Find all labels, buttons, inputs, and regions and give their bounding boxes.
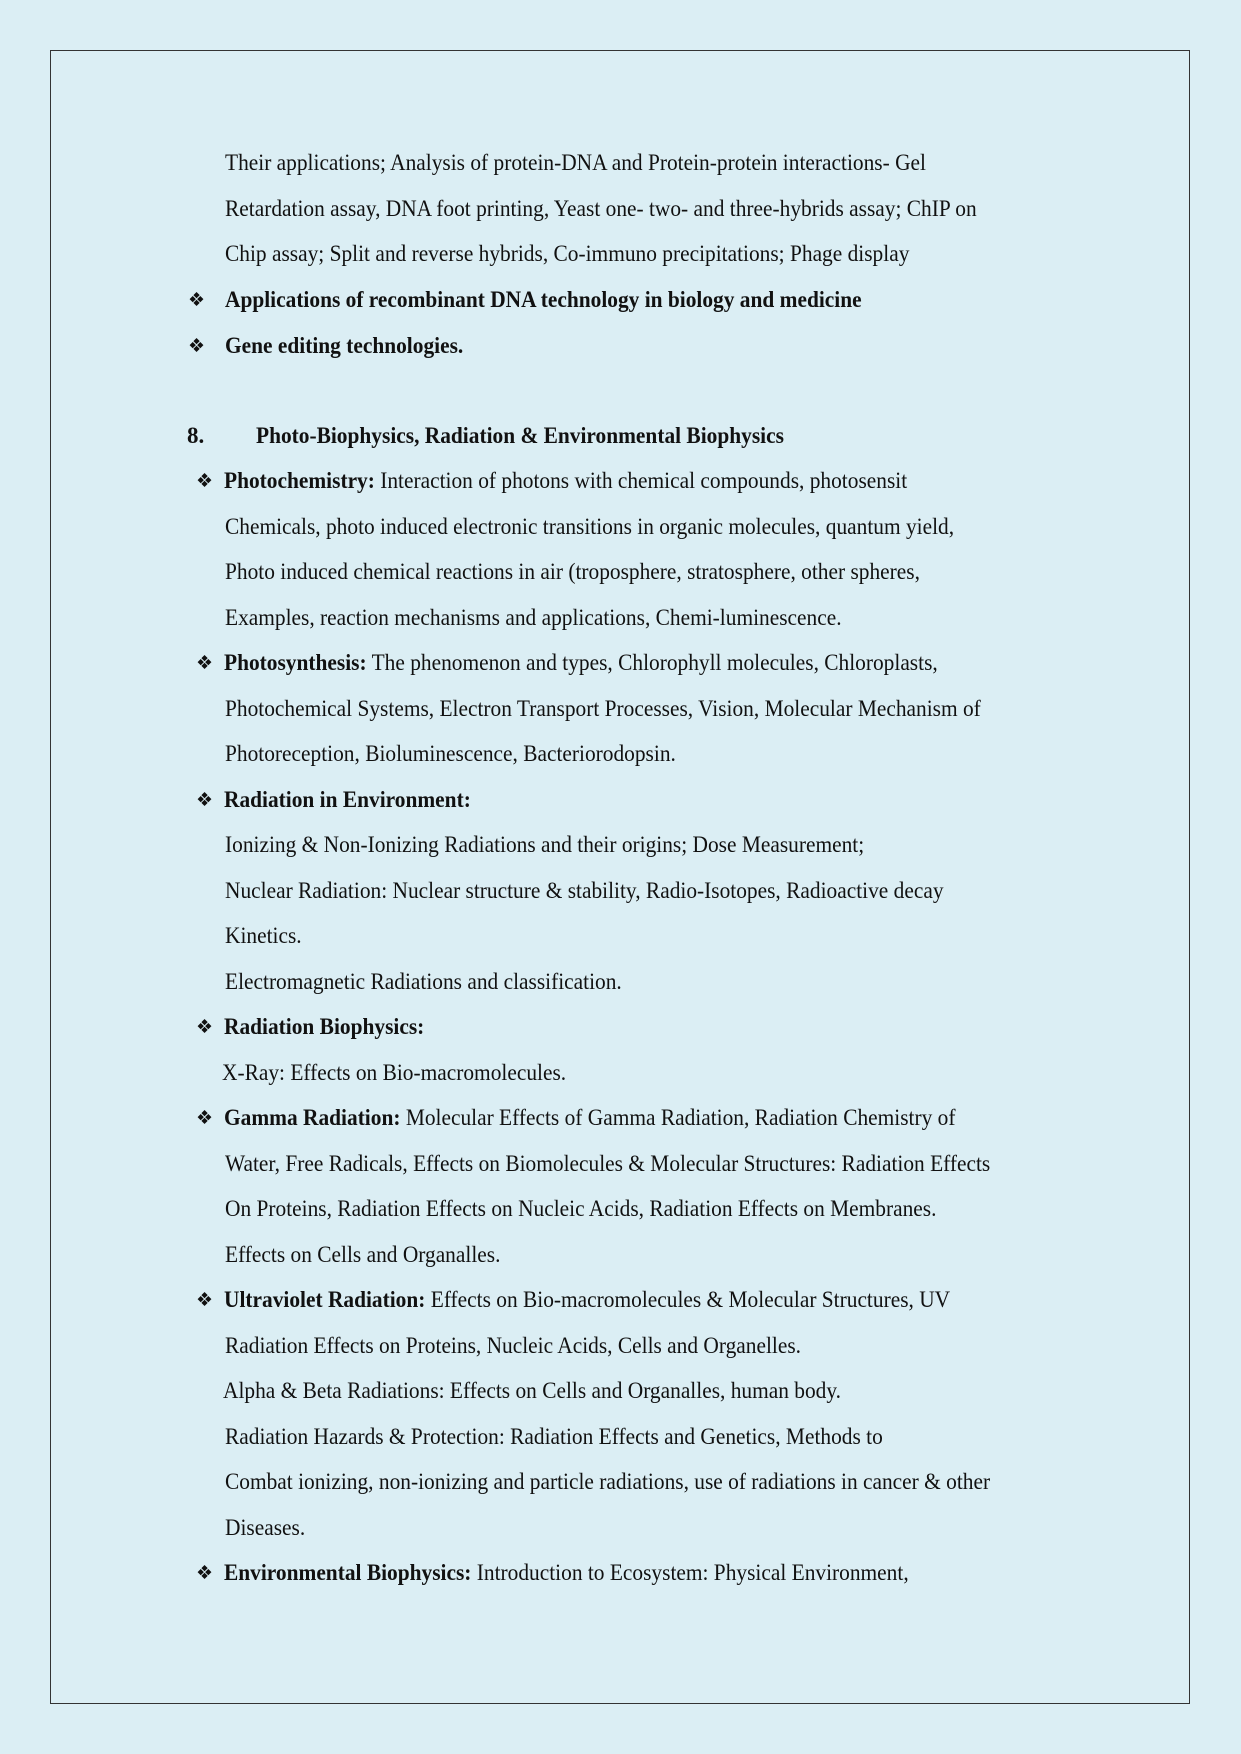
- photosynthesis-label: Photosynthesis:: [224, 650, 367, 675]
- bullet-icon: ❖: [196, 653, 214, 674]
- gamma-item: [224, 1103, 955, 1133]
- photochemistry-item: [224, 466, 907, 496]
- photosynthesis-line: Photochemical Systems, Electron Transport Processes, Vision, Molecular Mechanism of: [225, 696, 981, 721]
- env-bio-text: Introduction to Ecosystem: Physical Environment,: [476, 1560, 909, 1585]
- photosynthesis-text: The phenomenon and types, Chlorophyll molecules, Chloroplasts,: [371, 650, 938, 675]
- uv-line: Radiation Effects on Proteins, Nucleic Acids, Cells and Organelles.: [225, 1333, 802, 1358]
- uv-line: Radiation Hazards & Protection: Radiation Effects and Genetics, Methods to: [225, 1424, 883, 1449]
- uv-label: Ultraviolet Radiation:: [224, 1287, 426, 1312]
- gamma-label: Gamma Radiation:: [224, 1105, 401, 1130]
- bullet-icon: ❖: [196, 1017, 214, 1038]
- radiation-env-line: Nuclear Radiation: Nuclear structure & stability, Radio-Isotopes, Radioactive decay: [225, 878, 944, 903]
- uv-item: [224, 1285, 950, 1315]
- bold-bullet-gene-editing: Gene editing technologies.: [225, 333, 464, 358]
- photochemistry-line: Examples, reaction mechanisms and applications, Chemi-luminescence.: [225, 605, 842, 630]
- section-number: 8.: [187, 423, 205, 448]
- gamma-line: Water, Free Radicals, Effects on Biomolecules & Molecular Structures: Radiation Effects: [225, 1151, 991, 1176]
- bullet-icon: ❖: [196, 471, 214, 492]
- gamma-text: Molecular Effects of Gamma Radiation, Radiation Chemistry of: [405, 1105, 956, 1130]
- photosynthesis-line: Photoreception, Bioluminescence, Bacteriorodopsin.: [225, 741, 676, 766]
- bullet-icon: ❖: [188, 290, 206, 311]
- gamma-line: On Proteins, Radiation Effects on Nucleic Acids, Radiation Effects on Membranes.: [225, 1196, 937, 1221]
- intro-line-2: Retardation assay, DNA foot printing, Yeast one- two- and three-hybrids assay; ChIP on: [225, 196, 977, 221]
- intro-line-3: Chip assay; Split and reverse hybrids, Co-immuno precipitations; Phage display: [225, 241, 910, 266]
- radiation-env-line: Kinetics.: [225, 923, 302, 948]
- intro-line-1: Their applications; Analysis of protein-DNA and Protein-protein interactions- Gel: [225, 150, 926, 175]
- radiation-env-line: Electromagnetic Radiations and classification.: [225, 969, 622, 994]
- bold-bullet-recombinant: Applications of recombinant DNA technology in biology and medicine: [225, 287, 862, 312]
- gamma-line: Effects on Cells and Organalles.: [225, 1242, 501, 1267]
- radiation-env-label: Radiation in Environment:: [224, 787, 471, 812]
- env-bio-item: [224, 1558, 909, 1588]
- bullet-icon: ❖: [196, 1108, 214, 1129]
- photosynthesis-item: [224, 648, 938, 678]
- radiation-bio-label: Radiation Biophysics:: [224, 1014, 425, 1039]
- bullet-icon: ❖: [196, 790, 214, 811]
- bullet-icon: ❖: [188, 336, 206, 357]
- uv-line: Combat ionizing, non-ionizing and particle radiations, use of radiations in cancer & other: [225, 1469, 991, 1494]
- uv-text: Effects on Bio-macromolecules & Molecular Structures, UV: [430, 1287, 951, 1312]
- bullet-icon: ❖: [196, 1290, 214, 1311]
- photochemistry-text: Interaction of photons with chemical compounds, photosensit: [380, 468, 908, 493]
- env-bio-label: Environmental Biophysics:: [224, 1560, 472, 1585]
- radiation-env-line: Ionizing & Non-Ionizing Radiations and their origins; Dose Measurement;: [225, 832, 865, 857]
- uv-line: Alpha & Beta Radiations: Effects on Cells and Organalles, human body.: [223, 1378, 842, 1403]
- bullet-icon: ❖: [196, 1563, 214, 1584]
- radiation-bio-line: X-Ray: Effects on Bio-macromolecules.: [222, 1060, 567, 1085]
- uv-line: Diseases.: [225, 1515, 306, 1540]
- photochemistry-label: Photochemistry:: [224, 468, 375, 493]
- photochemistry-line: Chemicals, photo induced electronic transitions in organic molecules, quantum yield,: [225, 514, 955, 539]
- photochemistry-line: Photo induced chemical reactions in air (troposphere, stratosphere, other spheres,: [225, 559, 920, 584]
- section-title: Photo-Biophysics, Radiation & Environmental Biophysics: [256, 423, 784, 448]
